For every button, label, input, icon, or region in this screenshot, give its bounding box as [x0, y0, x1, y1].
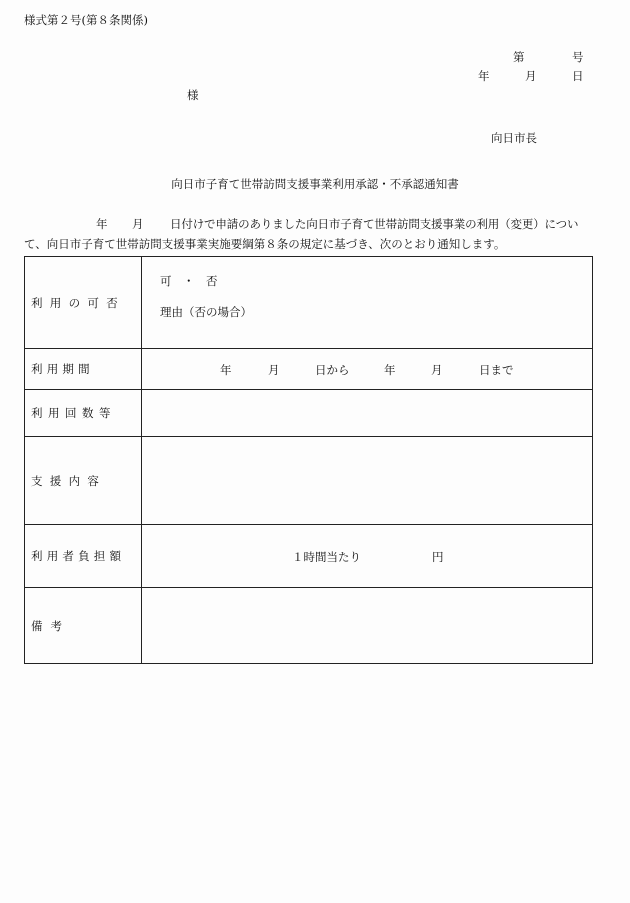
row-approval — [25, 257, 593, 349]
row-content — [25, 437, 593, 525]
body-text-line-2: て、向日市子育て世帯訪問支援事業実施要綱第８条の規定に基づき、次のとおり通知します。 — [24, 237, 506, 251]
label-count: 利用回数等 — [31, 406, 116, 420]
label-cell-count — [25, 390, 142, 437]
row-fee — [25, 525, 593, 588]
reference-number-suffix: 号 — [572, 50, 584, 64]
fee-yen-unit: 円 — [432, 550, 444, 564]
period-from-year: 年 — [220, 363, 232, 377]
document-title: 向日市子育て世帯訪問支援事業利用承認・不承認通知書 — [171, 177, 459, 191]
issue-date-year: 年 — [478, 69, 490, 83]
reference-number-prefix: 第 — [513, 50, 525, 64]
label-fee: 利用者負担額 — [31, 549, 126, 563]
label-cell-approval — [25, 257, 142, 349]
period-from-month: 月 — [268, 363, 280, 377]
body-line-1-rest: 日付けで申請のありました向日市子育て世帯訪問支援事業の利用（変更）につい — [170, 217, 579, 231]
value-cell-count[interactable] — [142, 390, 593, 437]
label-cell-period — [25, 349, 142, 390]
issue-date-day: 日 — [572, 69, 584, 83]
value-cell-approval[interactable] — [142, 257, 593, 349]
label-approval: 利用の可否 — [31, 295, 125, 310]
notification-table — [24, 256, 593, 664]
fee-per-hour: １時間当たり — [292, 550, 361, 564]
label-cell-fee — [25, 525, 142, 588]
label-period: 利用期間 — [31, 362, 94, 376]
body-year: 年 — [96, 217, 108, 231]
value-cell-fee[interactable] — [142, 525, 593, 588]
issuer-name: 向日市長 — [491, 131, 537, 145]
form-number: 様式第２号(第８条関係) — [24, 13, 148, 27]
label-cell-remarks — [25, 588, 142, 664]
row-count — [25, 390, 593, 437]
period-to-month: 月 — [431, 363, 443, 377]
approval-options: 可 ・ 否 — [160, 274, 218, 288]
value-cell-period[interactable] — [142, 349, 593, 390]
period-to-day: 日まで — [479, 363, 514, 377]
row-period — [25, 349, 593, 390]
body-month: 月 — [132, 217, 144, 231]
period-to-year: 年 — [384, 363, 396, 377]
rejection-reason-label: 理由（否の場合） — [160, 305, 252, 319]
issue-date-month: 月 — [525, 69, 537, 83]
label-cell-content — [25, 437, 142, 525]
addressee-honorific: 様 — [187, 88, 199, 102]
label-remarks: 備考 — [31, 618, 70, 633]
value-cell-content[interactable] — [142, 437, 593, 525]
row-remarks — [25, 588, 593, 664]
value-cell-remarks[interactable] — [142, 588, 593, 664]
period-from-day: 日から — [315, 363, 350, 377]
label-content: 支援内容 — [31, 473, 107, 488]
